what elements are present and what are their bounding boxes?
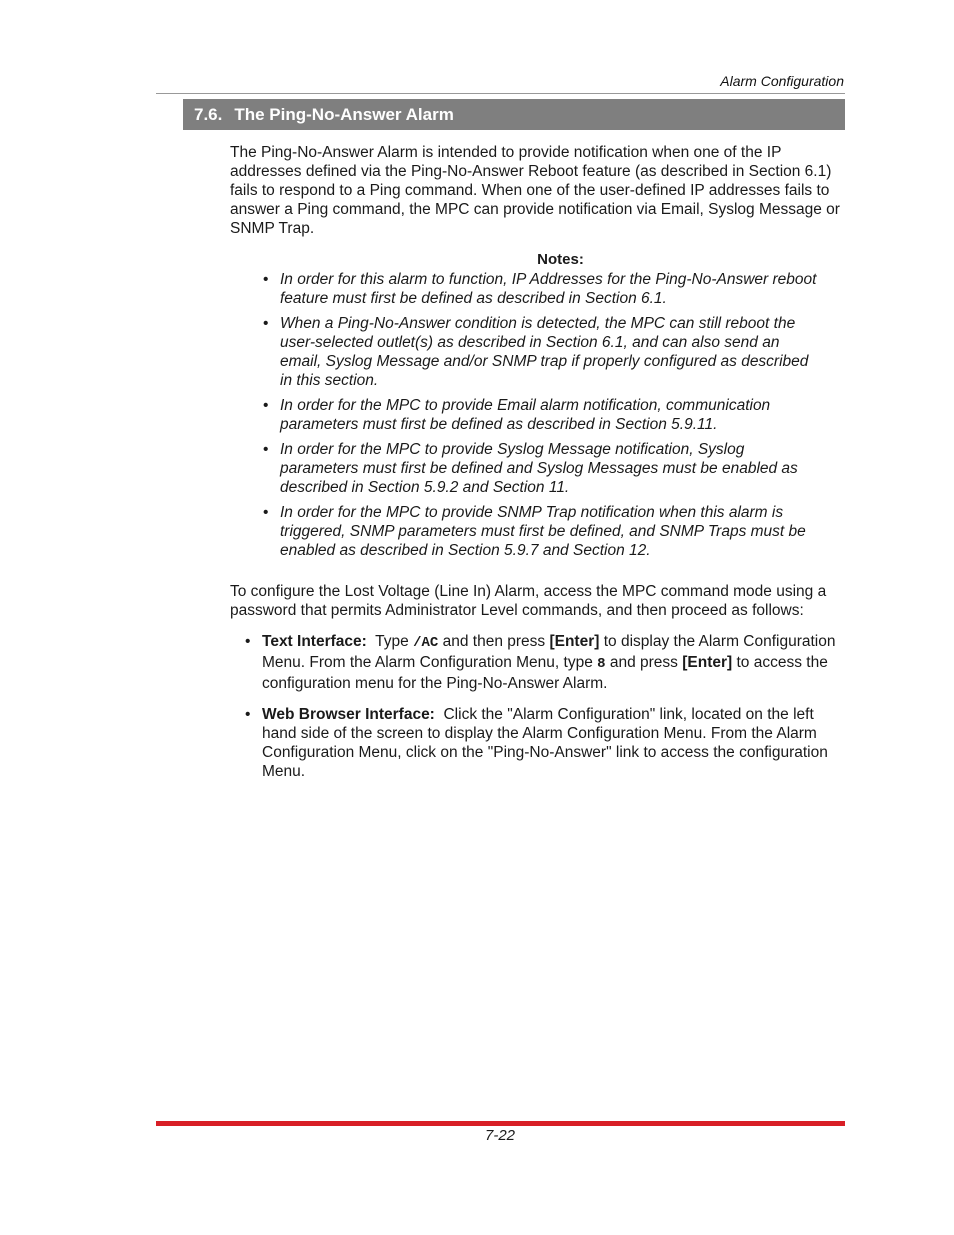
header-rule bbox=[156, 93, 845, 94]
command-code: 8 bbox=[597, 656, 606, 672]
bullet-icon: • bbox=[263, 271, 269, 288]
section-heading bbox=[183, 99, 845, 130]
bullet-icon: • bbox=[245, 706, 251, 723]
running-header: Alarm Configuration bbox=[720, 73, 844, 89]
notes-list bbox=[230, 270, 820, 560]
command-code: /AC bbox=[413, 635, 439, 651]
section-number: 7.6. bbox=[194, 105, 223, 124]
body-content bbox=[230, 143, 846, 793]
bullet-icon: • bbox=[245, 633, 251, 650]
bullet-icon: • bbox=[263, 397, 269, 414]
intro-paragraph: The Ping-No-Answer Alarm is intended to provide notification when one of the IP addresses defined via the Ping-No-Answer Reboot feature (as described in Section 6.1) fails to respond to a Ping command. When one of the user-defined IP addresses fails to answer a Ping command, the MPC can provide notification via Email, Syslog Message or SNMP Trap. bbox=[230, 144, 840, 237]
note-item: • In order for the MPC to provide Email alarm notification, communication parameters must first be defined as described in Section 5.9.11. bbox=[263, 397, 771, 433]
configure-paragraph: To configure the Lost Voltage (Line In) Alarm, access the MPC command mode using a password that permits Administrator Level commands, and then proceed as follows: bbox=[230, 583, 827, 619]
key-name: [Enter] bbox=[549, 633, 600, 650]
bullet-icon: • bbox=[263, 441, 269, 458]
steps-list bbox=[230, 632, 846, 781]
web-interface-step: • Web Browser Interface: Click the "Alarm Configuration" link, located on the left hand side of the screen to display the Alarm Configuration Menu. From the Alarm Configuration Menu, click on the "Ping-No-Answer" link to access the configuration Menu. bbox=[245, 706, 828, 780]
note-item: • In order for the MPC to provide SNMP Trap notification when this alarm is triggered, SNMP parameters must first be defined, and SNMP Traps must be enabled as described in Section 5.9.7 and Section 12. bbox=[263, 504, 806, 559]
bullet-icon: • bbox=[263, 315, 269, 332]
section-title: The Ping-No-Answer Alarm bbox=[234, 105, 454, 124]
note-item: • When a Ping-No-Answer condition is detected, the MPC can still reboot the user-selected outlet(s) as described in Section 6.1, and can also send an email, Syslog Message and/or SNMP trap if properly configured as described in this section. bbox=[263, 315, 809, 389]
step-label: Web Browser Interface: bbox=[262, 706, 435, 723]
text-interface-step: • Text Interface: Type /AC and then press [Enter] to display the Alarm Configuration Menu. From the Alarm Configuration Menu, type 8 and press [Enter] to access the configuration menu for the Ping-No-Answer Alarm. bbox=[245, 633, 836, 692]
key-name: [Enter] bbox=[682, 654, 733, 671]
footer-rule bbox=[156, 1121, 845, 1126]
bullet-icon: • bbox=[263, 504, 269, 521]
page-number: 7-22 bbox=[484, 1127, 516, 1144]
notes-title: Notes: bbox=[537, 251, 584, 268]
note-item: • In order for the MPC to provide Syslog Message notification, Syslog parameters must first be defined and Syslog Messages must be enabled as described in Section 5.9.2 and Section 11. bbox=[263, 441, 798, 496]
step-label: Text Interface: bbox=[262, 633, 367, 650]
note-item: • In order for this alarm to function, IP Addresses for the Ping-No-Answer reboot feature must first be defined as described in Section 6.1. bbox=[263, 271, 817, 307]
